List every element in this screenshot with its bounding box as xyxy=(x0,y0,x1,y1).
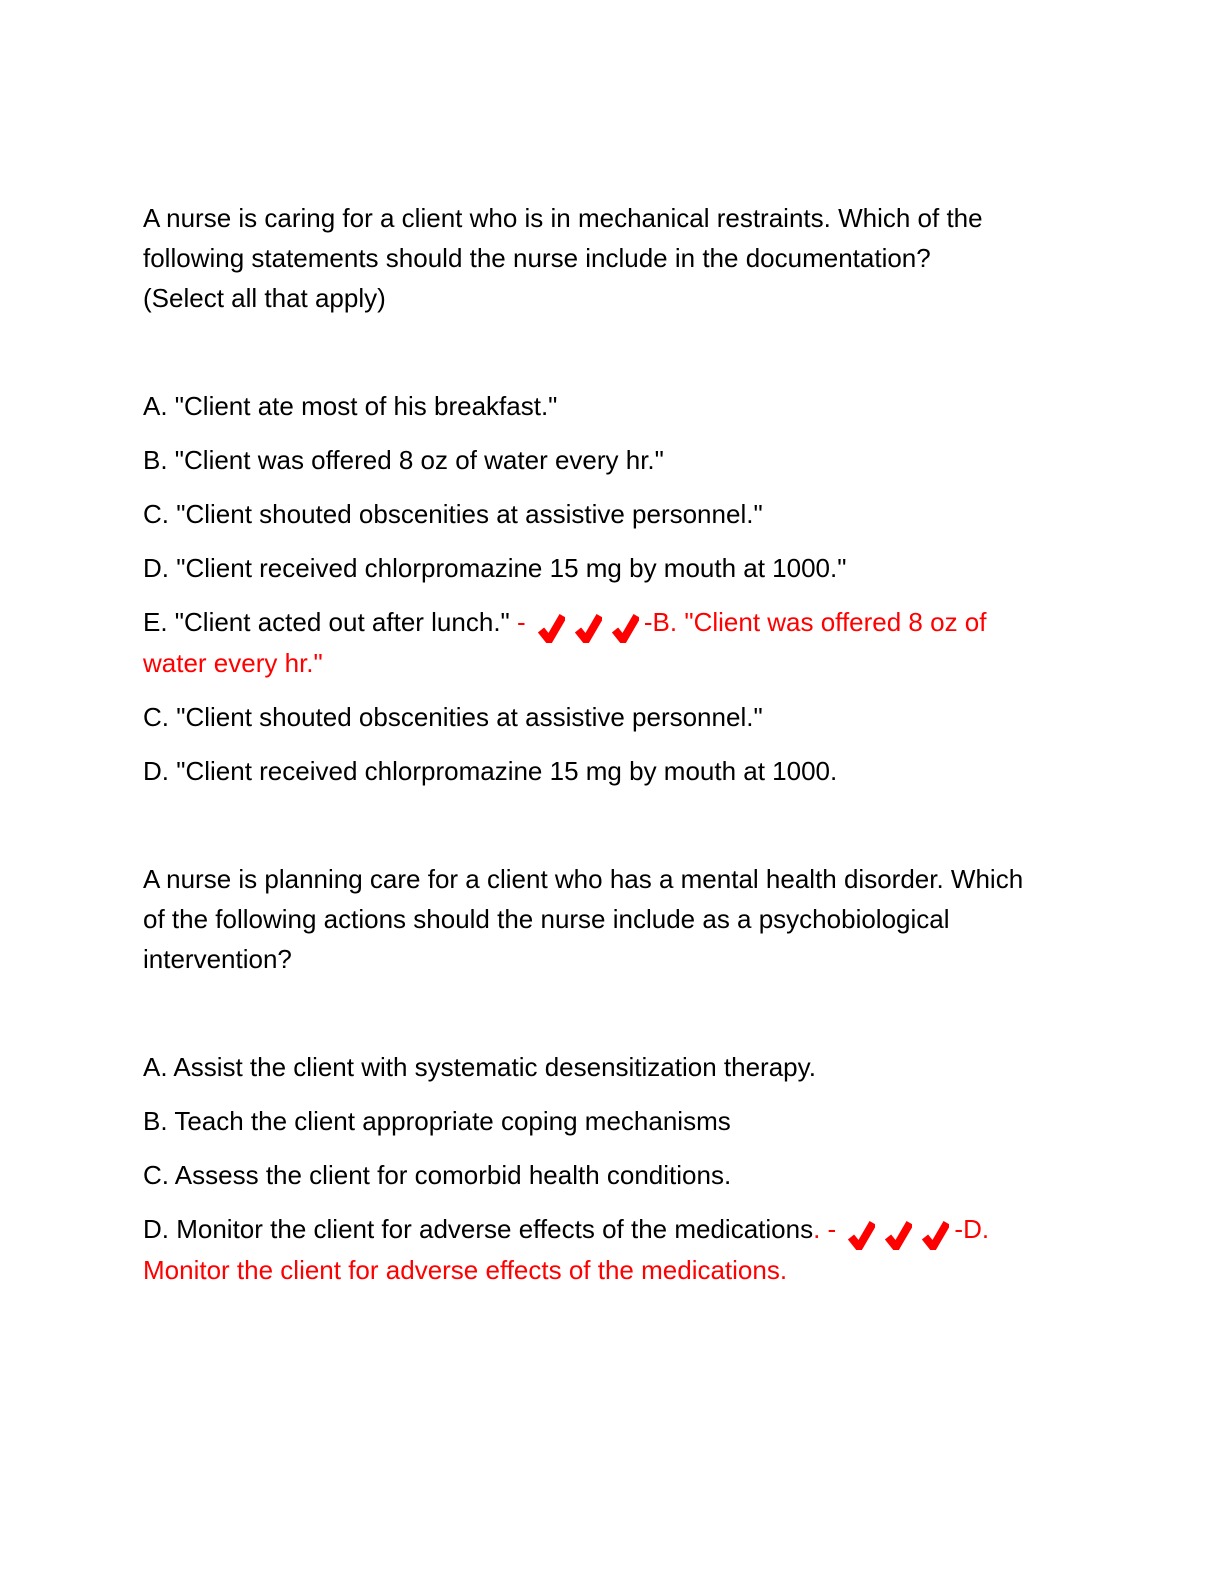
blank-spacer-2 xyxy=(143,805,1103,845)
q2-option-d-with-answer xyxy=(143,1209,1103,1290)
q1-answer-c-repeat xyxy=(143,697,1103,737)
answer-annotation-text: water every hr." xyxy=(143,648,323,679)
text-line xyxy=(143,1209,1103,1250)
checkmark-icon xyxy=(885,1220,912,1250)
text-run: B. Teach the client appropriate coping mechanisms xyxy=(143,1106,731,1137)
text-line xyxy=(143,1101,1103,1141)
text-line xyxy=(143,697,1103,737)
text-run: following statements should the nurse include in the documentation? xyxy=(143,243,931,273)
answer-annotation-text: . - xyxy=(813,1214,844,1245)
q2-option-b xyxy=(143,1101,1103,1141)
text-run: D. Monitor the client for adverse effects of the medications xyxy=(143,1214,814,1245)
q1-answer-d-repeat xyxy=(143,751,1103,791)
text-line xyxy=(143,939,1103,979)
answer-annotation-text: -D. xyxy=(954,1214,990,1245)
checkmark-icon xyxy=(612,613,639,643)
text-run: A nurse is planning care for a client who has a mental health disorder. Which xyxy=(143,864,1024,895)
text-line xyxy=(143,1155,1103,1195)
text-line xyxy=(143,440,1103,480)
checkmark-icon xyxy=(575,613,602,643)
text-run: of the following actions should the nurse include as a psychobiological xyxy=(143,904,950,935)
answer-annotation-text: Monitor the client for adverse effects of the medications. xyxy=(143,1255,788,1286)
text-run: A nurse is caring for a client who is in mechanical restraints. Which of the xyxy=(143,203,983,233)
text-run: C. "Client shouted obscenities at assistive personnel." xyxy=(143,702,763,733)
text-line xyxy=(143,1047,1103,1087)
q1-option-e-with-answer xyxy=(143,602,1103,683)
question-2 xyxy=(143,859,1103,979)
checkmark-icon xyxy=(848,1220,875,1250)
text-run: A. Assist the client with systematic desensitization therapy. xyxy=(143,1052,816,1083)
text-line xyxy=(143,494,1103,534)
q1-option-c xyxy=(143,494,1103,534)
text-line xyxy=(143,548,1103,588)
q2-option-c xyxy=(143,1155,1103,1195)
text-line xyxy=(143,751,1103,791)
checkmark-icon xyxy=(922,1220,949,1250)
text-run: C. Assess the client for comorbid health conditions. xyxy=(143,1160,732,1191)
blank-spacer-3 xyxy=(143,993,1103,1033)
q1-option-b xyxy=(143,440,1103,480)
answer-annotation-text: - xyxy=(517,607,533,637)
text-line xyxy=(143,643,1103,683)
text-line xyxy=(143,1250,1103,1290)
text-run: (Select all that apply) xyxy=(143,283,386,313)
text-run: D. "Client received chlorpromazine 15 mg by mouth at 1000. xyxy=(143,756,838,787)
text-run: C. "Client shouted obscenities at assistive personnel." xyxy=(143,499,763,529)
checkmark-icon xyxy=(538,613,565,643)
text-run: A. "Client ate most of his breakfast." xyxy=(143,391,558,421)
q2-option-a xyxy=(143,1047,1103,1087)
text-run: D. "Client received chlorpromazine 15 mg by mouth at 1000." xyxy=(143,553,847,583)
text-line xyxy=(143,859,1103,899)
text-run: E. "Client acted out after lunch." xyxy=(143,607,517,637)
text-run: B. "Client was offered 8 oz of water every hr." xyxy=(143,445,664,475)
text-line xyxy=(143,602,1103,643)
answer-annotation-text: -B. "Client was offered 8 oz of xyxy=(643,607,987,637)
text-line xyxy=(143,198,1103,238)
q1-option-a xyxy=(143,386,1103,426)
text-line xyxy=(143,238,1103,278)
text-run: intervention? xyxy=(143,944,292,975)
text-line xyxy=(143,899,1103,939)
text-line xyxy=(143,278,1103,318)
blank-spacer-1 xyxy=(143,332,1103,372)
q1-option-d xyxy=(143,548,1103,588)
document-content xyxy=(143,198,1103,1304)
text-line xyxy=(143,386,1103,426)
question-1 xyxy=(143,198,1103,318)
